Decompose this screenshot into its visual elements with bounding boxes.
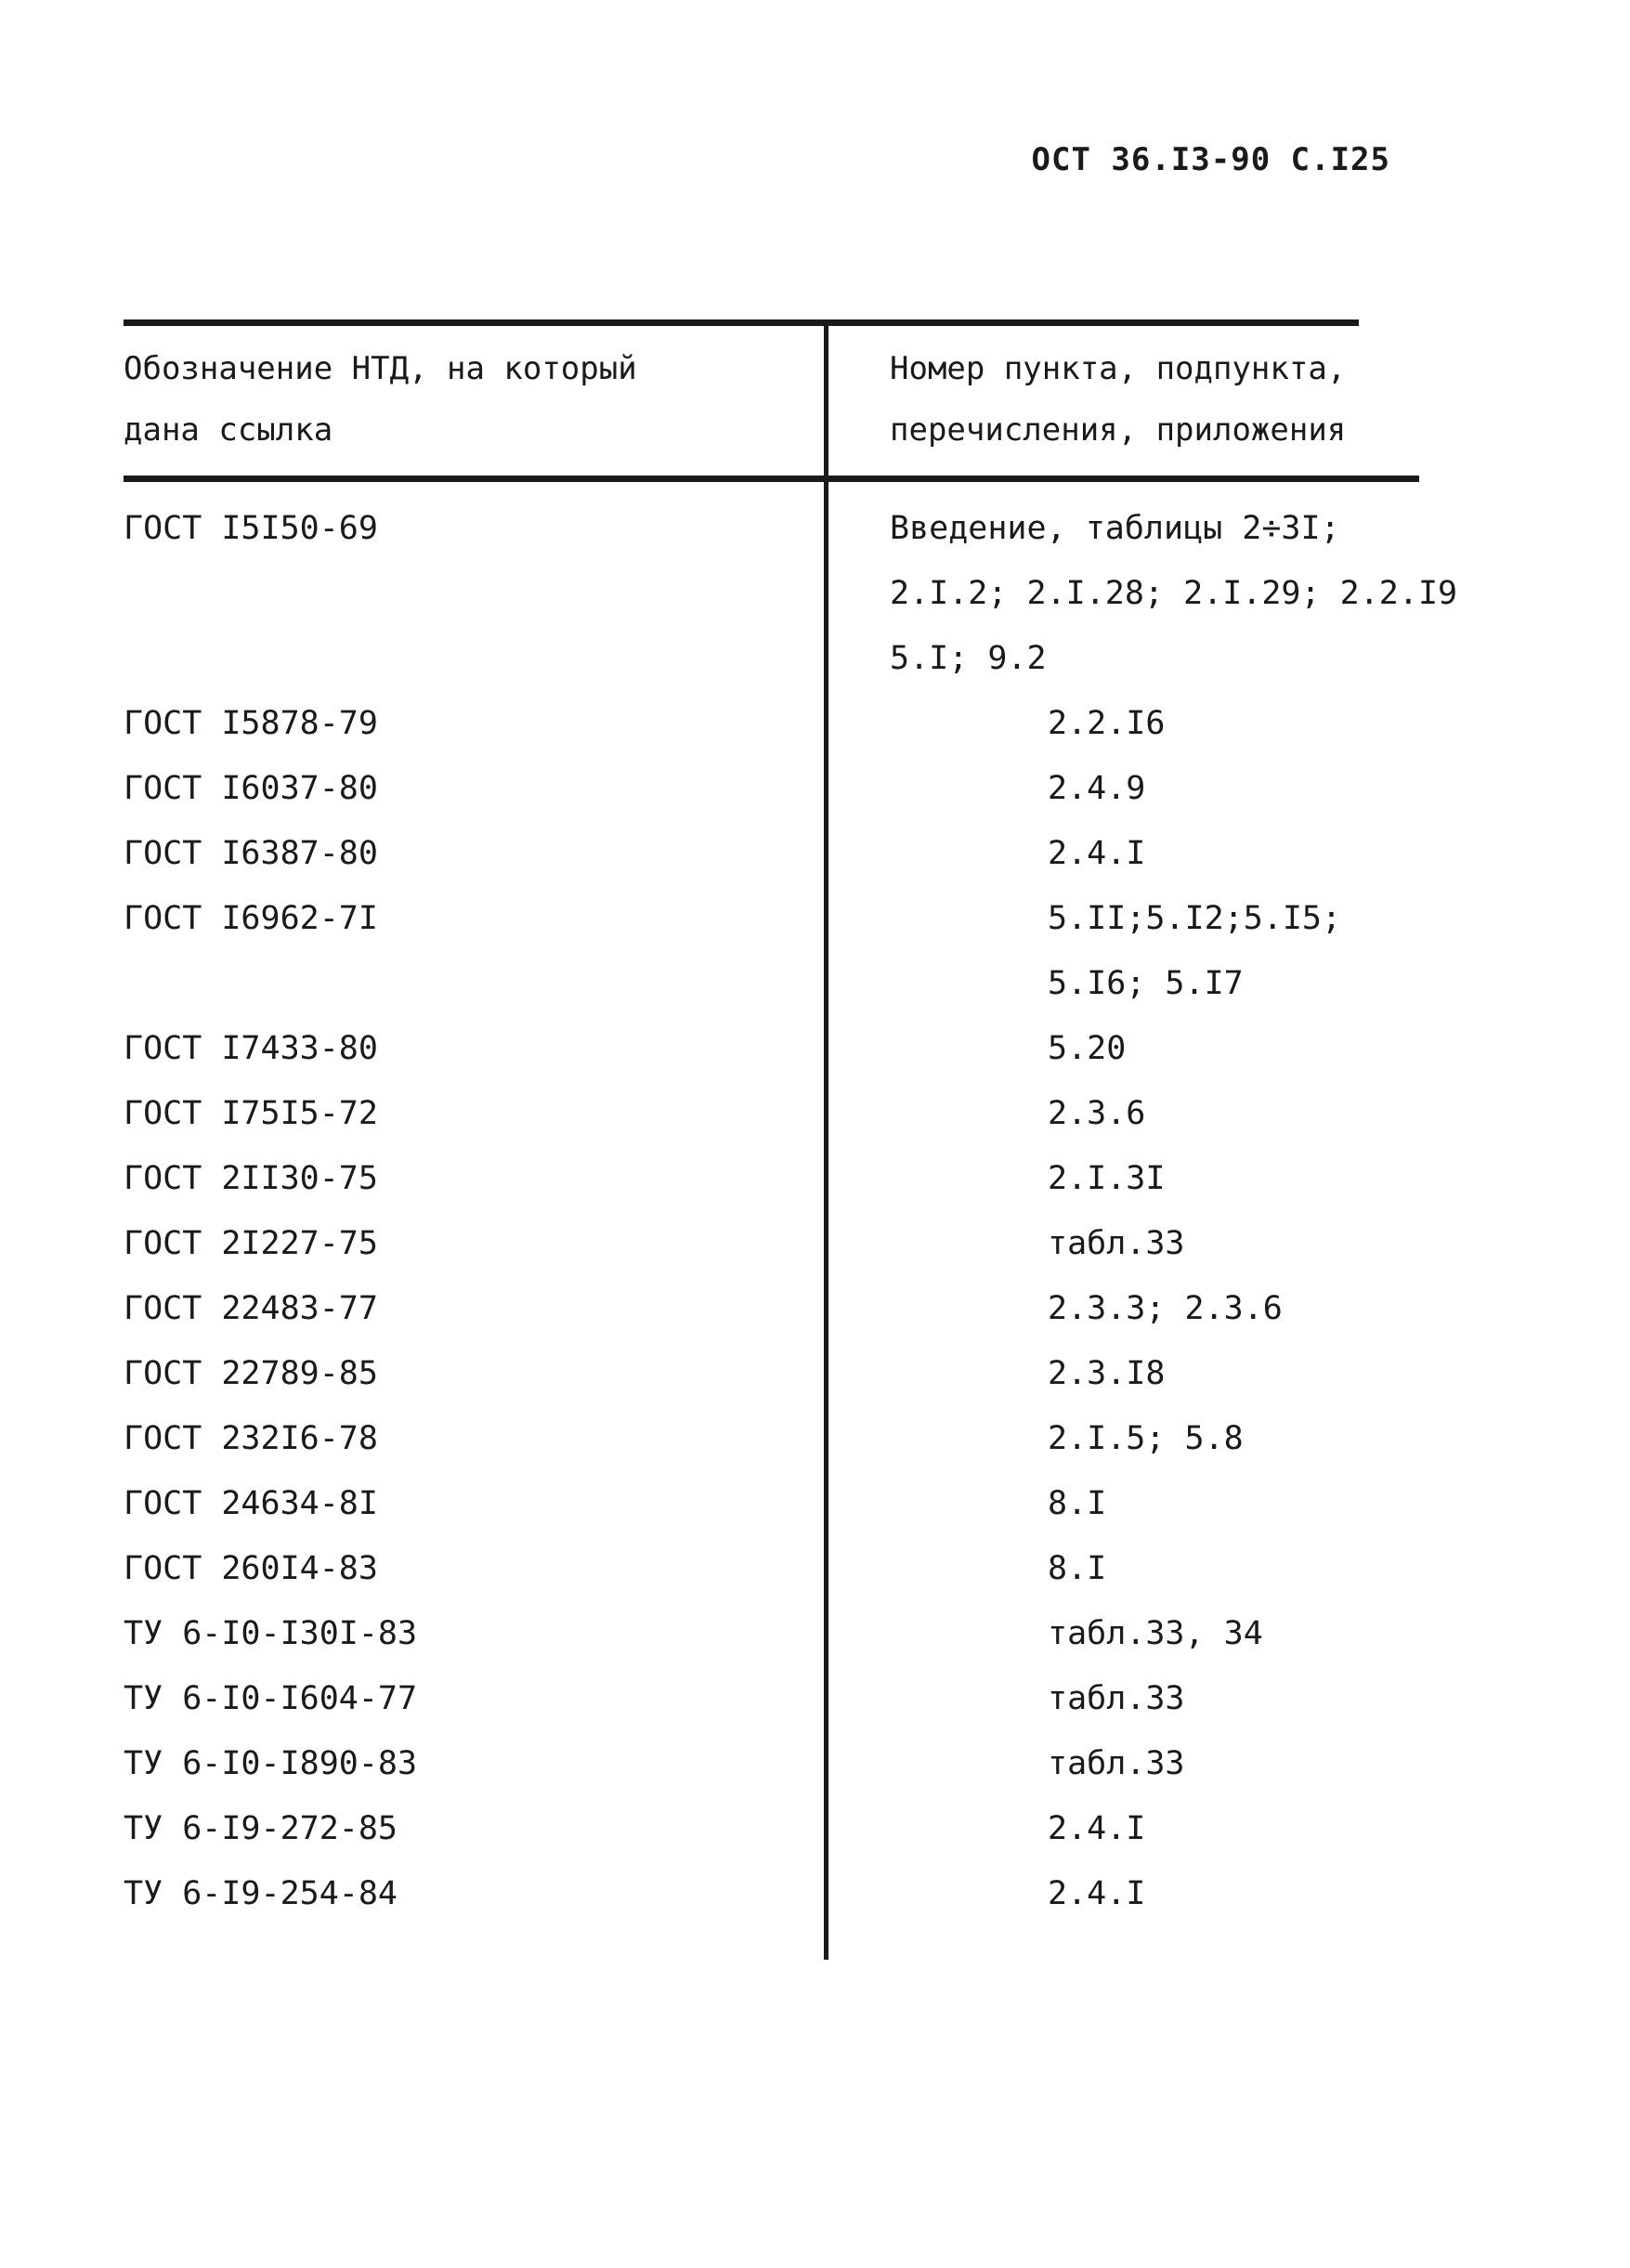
table-row <box>0 1016 1630 1081</box>
table-row <box>0 1406 1630 1471</box>
referenced-points-line: 2.4.9 <box>1048 770 1146 807</box>
reference-designation: ТУ 6-I0-I30I-83 <box>124 1615 418 1652</box>
table-row <box>0 1666 1630 1731</box>
reference-designation: ГОСТ I6387-80 <box>124 835 378 872</box>
referenced-points-line: Введение, таблицы 2÷3I; <box>890 510 1340 547</box>
reference-designation: ГОСТ I7433-80 <box>124 1030 378 1067</box>
referenced-points <box>1048 1276 1283 1341</box>
referenced-points-line: 5.I6; 5.I7 <box>1048 965 1244 1002</box>
column-header-points <box>890 338 1346 461</box>
referenced-points <box>1048 1731 1185 1796</box>
table-row <box>0 1146 1630 1211</box>
reference-designation: ГОСТ 2I227-75 <box>124 1225 378 1262</box>
referenced-points-line: 2.2.I6 <box>1048 705 1166 742</box>
referenced-points <box>890 496 1457 691</box>
referenced-points-line: 2.3.6 <box>1048 1095 1146 1132</box>
table-row <box>0 1471 1630 1536</box>
referenced-points-line: 2.3.3; 2.3.6 <box>1048 1290 1283 1327</box>
reference-designation: ГОСТ 2II30-75 <box>124 1160 378 1197</box>
referenced-points <box>1048 1341 1165 1406</box>
table-row <box>0 1731 1630 1796</box>
referenced-points-line: 2.I.2; 2.I.28; 2.I.29; 2.2.I9 <box>890 575 1458 612</box>
referenced-points-line: 5.I; 9.2 <box>890 640 1047 677</box>
reference-designation: ТУ 6-I0-I604-77 <box>124 1680 418 1717</box>
referenced-points-line: 2.4.I <box>1048 1875 1146 1912</box>
referenced-points-line: 5.20 <box>1048 1030 1127 1067</box>
reference-designation: ТУ 6-I9-254-84 <box>124 1875 398 1912</box>
table-row <box>0 1211 1630 1276</box>
table-row <box>0 821 1630 886</box>
table-row <box>0 1861 1630 1926</box>
reference-designation: ГОСТ I6962-7I <box>124 900 378 937</box>
reference-designation: ТУ 6-I9-272-85 <box>124 1810 398 1847</box>
column-header-reference-line-2: дана ссылка <box>124 411 333 449</box>
reference-designation: ГОСТ I5I50-69 <box>124 510 378 547</box>
referenced-points-line: 8.I <box>1048 1550 1107 1587</box>
reference-designation: ГОСТ 22789-85 <box>124 1355 378 1392</box>
reference-designation: ГОСТ 260I4-83 <box>124 1550 378 1587</box>
reference-designation: ГОСТ I5878-79 <box>124 705 378 742</box>
table-row <box>0 756 1630 821</box>
referenced-points-line: 2.4.I <box>1048 1810 1146 1847</box>
table-row <box>0 1081 1630 1146</box>
referenced-points <box>1048 1796 1145 1861</box>
table-row <box>0 1276 1630 1341</box>
table-row <box>0 496 1630 691</box>
column-header-reference <box>124 338 637 461</box>
referenced-points-line: табл.33, 34 <box>1048 1615 1263 1652</box>
column-header-points-line-2: перечисления, приложения <box>890 411 1347 449</box>
reference-designation: ГОСТ 24634-8I <box>124 1485 378 1522</box>
referenced-points-line: 2.4.I <box>1048 835 1146 872</box>
referenced-points <box>1048 1536 1106 1601</box>
reference-designation: ГОСТ 22483-77 <box>124 1290 378 1327</box>
referenced-points <box>1048 886 1341 1016</box>
document-designation: ОСТ 36.I3-90 С.I25 <box>1031 141 1390 178</box>
referenced-points <box>1048 1666 1185 1731</box>
referenced-points-line: табл.33 <box>1048 1680 1185 1717</box>
table-row <box>0 1536 1630 1601</box>
referenced-points <box>1048 1406 1244 1471</box>
referenced-points <box>1048 1471 1106 1536</box>
referenced-points-line: 2.3.I8 <box>1048 1355 1166 1392</box>
table-row <box>0 691 1630 756</box>
column-header-reference-line-1: Обозначение НТД, на который <box>124 350 637 387</box>
referenced-points-line: 2.I.3I <box>1048 1160 1166 1197</box>
table-row <box>0 1601 1630 1666</box>
table-row <box>0 886 1630 1016</box>
reference-designation: ГОСТ 232I6-78 <box>124 1420 378 1457</box>
referenced-points <box>1048 1211 1185 1276</box>
table-row <box>0 1341 1630 1406</box>
referenced-points <box>1048 821 1145 886</box>
table-top-rule <box>124 319 1359 326</box>
referenced-points <box>1048 1146 1165 1211</box>
reference-designation: ГОСТ I75I5-72 <box>124 1095 378 1132</box>
referenced-points-line: табл.33 <box>1048 1745 1185 1782</box>
referenced-points-line: 5.II;5.I2;5.I5; <box>1048 900 1342 937</box>
reference-designation: ТУ 6-I0-I890-83 <box>124 1745 418 1782</box>
referenced-points-line: табл.33 <box>1048 1225 1185 1262</box>
reference-designation: ГОСТ I6037-80 <box>124 770 378 807</box>
referenced-points <box>1048 756 1145 821</box>
referenced-points-line: 2.I.5; 5.8 <box>1048 1420 1244 1457</box>
table-header-rule <box>124 476 1419 482</box>
column-header-points-line-1: Номер пункта, подпункта, <box>890 350 1347 387</box>
referenced-points <box>1048 1601 1263 1666</box>
referenced-points-line: 8.I <box>1048 1485 1107 1522</box>
referenced-points <box>1048 1016 1126 1081</box>
referenced-points <box>1048 1081 1145 1146</box>
referenced-points <box>1048 1861 1145 1926</box>
table-row <box>0 1796 1630 1861</box>
referenced-points <box>1048 691 1165 756</box>
